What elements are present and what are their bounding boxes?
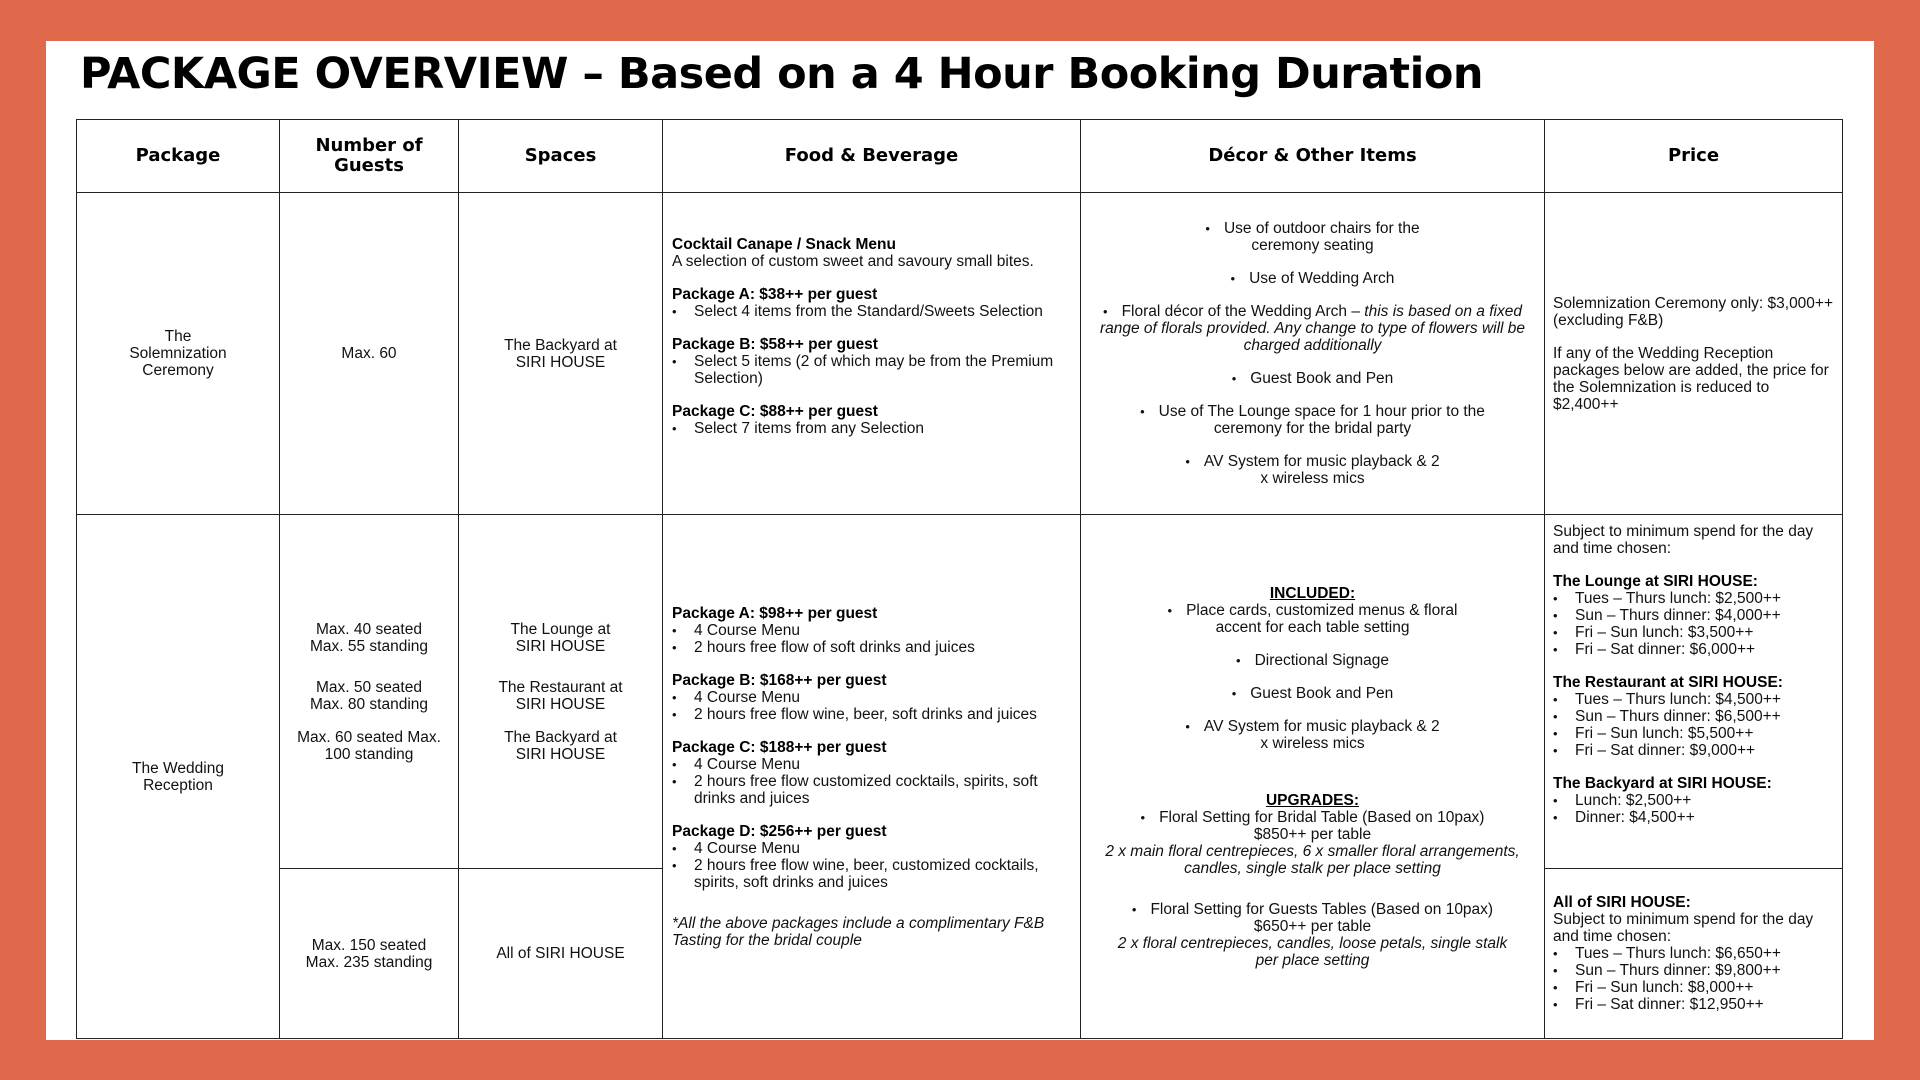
guests-all: Max. 150 seated Max. 235 standing [280,869,459,1039]
list-item: • Use of The Lounge space for 1 hour prior to the ceremony for the bridal party [1140,403,1485,437]
list-item: • Lunch: $2,500++ [1553,792,1834,809]
price-reception [1545,515,1843,869]
decor-included-label: INCLUDED: [1269,584,1356,602]
list-item: • Fri – Sun lunch: $5,500++ [1553,725,1834,742]
list-item: • 2 hours free flow wine, beer, soft drinks and juices [672,706,1071,723]
fb-package-a-title: Package A: $98++ per guest [672,604,878,622]
fb-heading: Cocktail Canape / Snack Menu [672,236,896,253]
list-item: • 2 hours free flow wine, beer, customized cocktails, spirits, soft drinks and juices [672,857,1071,891]
list-item: • Tues – Thurs lunch: $6,650++ [1553,945,1834,962]
header-food-beverage: Food & Beverage [663,120,1081,193]
list-item: • Use of Wedding Arch [1230,270,1395,287]
list-item: • Sun – Thurs dinner: $4,000++ [1553,607,1834,624]
list-item: • AV System for music playback & 2 x wireless mics [1185,453,1440,487]
space-lounge: The Lounge at SIRI HOUSE [510,620,611,655]
spaces-reception [459,515,663,869]
fb-package-d-title: Package D: $256++ per guest [672,822,887,840]
header-price: Price [1545,120,1843,193]
list-item: • Floral Setting for Bridal Table (Based on 10pax) [1140,808,1485,826]
price-all [1545,869,1843,1039]
list-item: • Guest Book and Pen [1231,684,1394,702]
list-item: • Select 5 items (2 of which may be from the Premium Selection) [672,353,1071,387]
header-spaces: Spaces [459,120,663,193]
list-item: • Fri – Sun lunch: $3,500++ [1553,624,1834,641]
fb-package-a-title: Package A: $38++ per guest [672,286,878,303]
package-name-reception: The Wedding Reception [77,515,280,1039]
price-all-title: All of SIRI HOUSE: [1553,894,1691,911]
header-guests: Number of Guests [280,120,459,193]
list-item: • Sun – Thurs dinner: $9,800++ [1553,962,1834,979]
list-item: • Fri – Sun lunch: $8,000++ [1553,979,1834,996]
fb-reception [663,515,1081,1039]
list-item: • 2 hours free flow of soft drinks and juices [672,639,1071,656]
package-name-solemnization: The Solemnization Ceremony [77,193,280,515]
upgrade-bridal-desc: 2 x main floral centrepieces, 6 x smaller floral arrangements, candles, single stalk per place setting [1105,842,1520,877]
guests-reception [280,515,459,869]
list-item: • Fri – Sat dinner: $6,000++ [1553,641,1834,658]
list-item: • 4 Course Menu [672,622,1071,639]
price-restaurant-title: The Restaurant at SIRI HOUSE: [1553,674,1783,691]
list-item: • 4 Course Menu [672,840,1071,857]
fb-package-b-title: Package B: $168++ per guest [672,671,887,689]
space-all: All of SIRI HOUSE [459,869,663,1039]
price-solemnization-only: Solemnization Ceremony only: $3,000++ (excluding F&B) [1553,294,1834,329]
list-item: • Floral décor of the Wedding Arch – this is based on a fixed range of florals provided. Any change to type of flowers will be charged additionally [1099,303,1526,354]
price-backyard-title: The Backyard at SIRI HOUSE: [1553,775,1772,792]
upgrade-guest-desc: 2 x floral centrepieces, candles, loose petals, single stalk per place setting [1117,934,1508,969]
list-item: • Dinner: $4,500++ [1553,809,1834,826]
guests-restaurant: Max. 50 seated Max. 80 standing [309,678,429,713]
list-item: • Place cards, customized menus & floral accent for each table setting [1167,601,1458,636]
fb-intro: A selection of custom sweet and savoury small bites. [672,253,1034,270]
page-title: PACKAGE OVERVIEW – Based on a 4 Hour Booking Duration [80,49,1483,99]
list-item: • Select 7 items from any Selection [672,420,1071,437]
table-row [77,193,1843,515]
list-item: • Fri – Sat dinner: $9,000++ [1553,742,1834,759]
list-item: • Sun – Thurs dinner: $6,500++ [1553,708,1834,725]
table-row [77,515,1843,869]
list-item: • 4 Course Menu [672,756,1071,773]
space-backyard: The Backyard at SIRI HOUSE [504,728,617,763]
list-item: • 2 hours free flow customized cocktails, spirits, soft drinks and juices [672,773,1071,807]
space-solemnization: The Backyard at SIRI HOUSE [459,193,663,515]
fb-package-c-title: Package C: $88++ per guest [672,403,878,420]
decor-reception [1081,515,1545,1039]
guests-backyard: Max. 60 seated Max. 100 standing [297,728,441,763]
fb-package-b-title: Package B: $58++ per guest [672,336,878,353]
price-solemnization [1545,193,1843,515]
fb-solemnization [663,193,1081,515]
list-item: • Use of outdoor chairs for the ceremony seating [1205,220,1420,254]
document-page [46,41,1874,1040]
list-item: • Tues – Thurs lunch: $2,500++ [1553,590,1834,607]
header-decor: Décor & Other Items [1081,120,1545,193]
price-reception-intro: Subject to minimum spend for the day and time chosen: [1553,523,1814,557]
guests-lounge: Max. 40 seated Max. 55 standing [309,620,429,655]
price-lounge-title: The Lounge at SIRI HOUSE: [1553,573,1758,590]
list-item: • Select 4 items from the Standard/Sweets Selection [672,303,1071,320]
fb-tasting-note: *All the above packages include a complimentary F&B Tasting for the bridal couple [672,914,1045,949]
list-item: • Guest Book and Pen [1231,370,1394,387]
decor-solemnization [1081,193,1545,515]
guests-solemnization: Max. 60 [280,193,459,515]
list-item: • Tues – Thurs lunch: $4,500++ [1553,691,1834,708]
list-item: • AV System for music playback & 2 x wireless mics [1185,717,1440,752]
list-item: • Fri – Sat dinner: $12,950++ [1553,996,1834,1013]
price-all-intro: Subject to minimum spend for the day and time chosen: [1553,911,1814,945]
upgrade-guest-price: $650++ per table [1253,917,1372,935]
header-package: Package [77,120,280,193]
fb-package-c-title: Package C: $188++ per guest [672,738,887,756]
space-restaurant: The Restaurant at SIRI HOUSE [498,678,623,713]
list-item: • Floral Setting for Guests Tables (Based on 10pax) [1131,900,1494,918]
decor-upgrades-label: UPGRADES: [1265,791,1359,809]
list-item: • 4 Course Menu [672,689,1071,706]
price-solemnization-reduced: If any of the Wedding Reception packages below are added, the price for the Solemnization is reduced to $2,400++ [1553,344,1829,413]
list-item: • Directional Signage [1236,651,1389,669]
package-table [76,119,1843,1039]
upgrade-bridal-price: $850++ per table [1253,825,1372,843]
table-header-row [77,120,1843,193]
